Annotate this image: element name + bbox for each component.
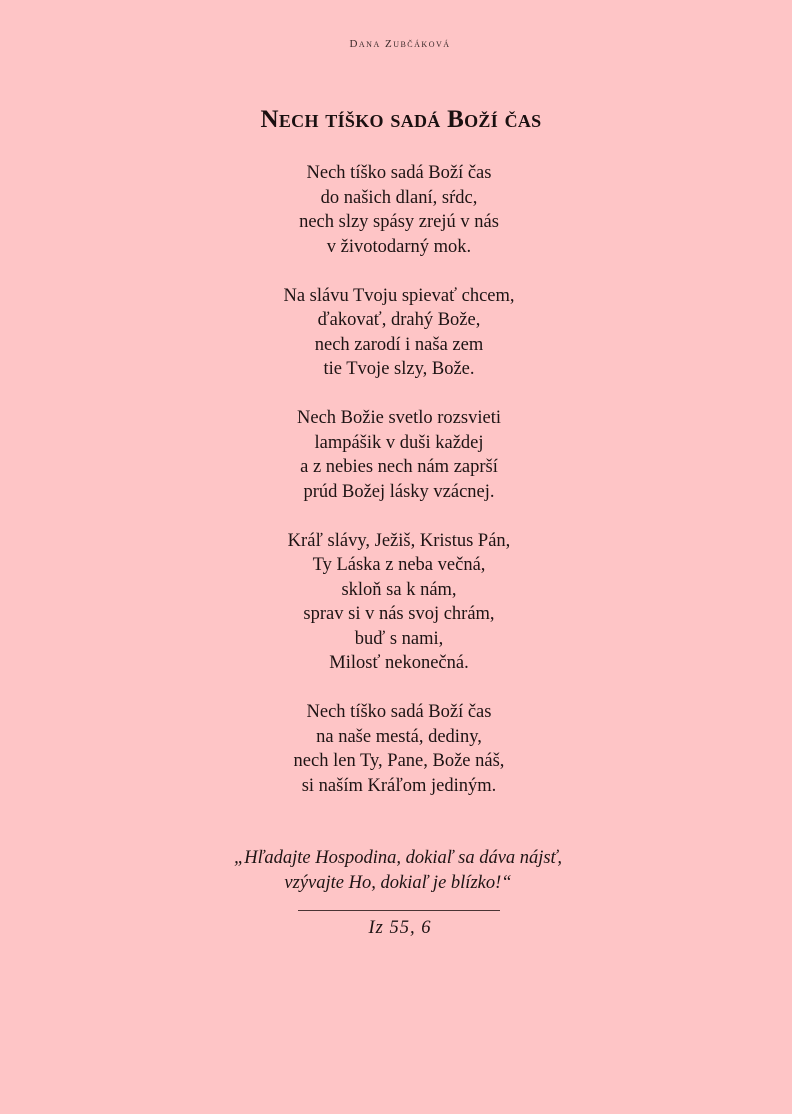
- stanza: [0, 529, 792, 676]
- poem-line: prúd Božej lásky vzácnej.: [303, 481, 495, 502]
- poem-line: Nech tíško sadá Boží čas: [306, 163, 492, 183]
- poem-line: ďakovať, drahý Bože,: [317, 310, 481, 330]
- scripture-reference: Iz 55, 6: [368, 918, 432, 938]
- poem-line: sprav si v nás svoj chrám,: [303, 604, 495, 624]
- poem-line: Nech tíško sadá Boží čas: [306, 702, 492, 722]
- stanza: [0, 161, 792, 259]
- stanza: [0, 406, 792, 504]
- quote-line: vzývajte Ho, dokiaľ je blízko!“: [284, 872, 512, 893]
- poem-line: lampášik v duši každej: [314, 432, 484, 453]
- poem-line: Milosť nekonečná.: [329, 653, 469, 673]
- scripture-quote: [0, 846, 792, 895]
- poem-line: Ty Láska z neba večná,: [312, 555, 486, 575]
- poem-body: [0, 161, 792, 823]
- quote-divider: [298, 910, 500, 911]
- stanza: [0, 700, 792, 798]
- poem-line: nech slzy spásy zrejú v nás: [299, 212, 499, 232]
- poem-title: Nech tíško sadá Boží čas: [260, 106, 542, 133]
- poem-line: skloň sa k nám,: [341, 579, 457, 600]
- poem-line: v životodarný mok.: [326, 236, 472, 257]
- stanza: [0, 284, 792, 382]
- poem-line: na naše mestá, dediny,: [316, 726, 482, 747]
- poem-line: Na slávu Tvoju spievať chcem,: [283, 285, 515, 306]
- poem-line: do našich dlaní, sŕdc,: [320, 187, 478, 208]
- poem-line: tie Tvoje slzy, Bože.: [323, 359, 475, 379]
- poem-line: si naším Kráľom jediným.: [301, 775, 497, 796]
- poem-line: buď s nami,: [354, 628, 444, 649]
- quote-line: „Hľadajte Hospodina, dokiaľ sa dáva nájsť,: [233, 848, 562, 868]
- author-name: Dana Zubčáková: [349, 38, 451, 50]
- poem-line: Nech Božie svetlo rozsvieti: [297, 408, 501, 428]
- poem-line: Kráľ slávy, Ježiš, Kristus Pán,: [287, 530, 511, 551]
- poem-line: a z nebies nech nám zaprší: [300, 457, 498, 477]
- poem-line: nech len Ty, Pane, Bože náš,: [293, 751, 505, 771]
- poem-line: nech zarodí i naša zem: [314, 334, 484, 355]
